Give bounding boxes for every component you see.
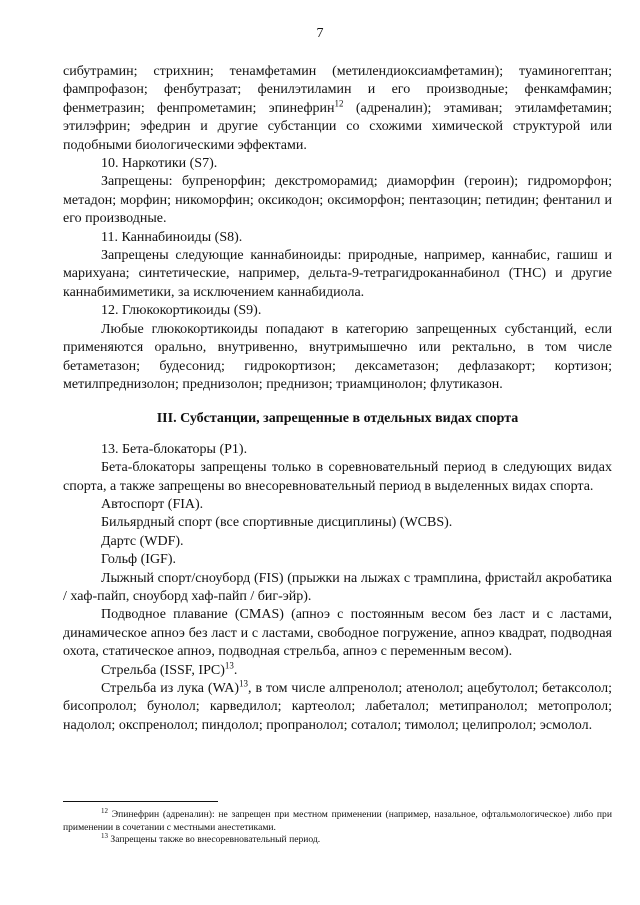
- footnote-ref-13: 13: [239, 678, 249, 689]
- paragraph-cannabinoids: Запрещены следующие каннабиноиды: природные, например, каннабис, гашиш и марихуана; синтетические, например, дельта-9-тетрагидроканнабинол (THC) и другие каннабимиметики, за исключением каннабидиола.: [63, 248, 612, 300]
- document-body: [63, 63, 612, 735]
- chapter-heading: III. Субстанции, запрещенные в отдельных видах спорта: [156, 411, 519, 427]
- section-heading-beta-blockers: 13. Бета-блокаторы (P1).: [101, 441, 248, 457]
- sport-item-billiards: Бильярдный спорт (все спортивные дисциплины) (WCBS).: [101, 515, 453, 531]
- footnote-13: $^{13}$ Запрещены также во внесоревновательный период.: [101, 832, 321, 846]
- paragraph-glucocorticoids: Любые глюкокортикоиды попадают в категорию запрещенных субстанций, если применяются орально, внутривенно, внутримышечно или ректально, в том числе бетаметазон; будесонид; гидрокортизон; дексаметазон; дефлазакорт; кортизон; метилпреднизолон; преднизолон; преднизон; триамцинолон; флутиказон.: [63, 321, 612, 392]
- paragraph-beta-blockers: Бета-блокаторы запрещены только в соревновательный период в следующих видах спорта, а также запрещены во внесоревновательный период в выделенных видах спорта.: [63, 460, 612, 494]
- sport-item-shooting: Стрельба (ISSF, IPC)$^{13}$.: [101, 659, 238, 678]
- section-heading-narcotics: 10. Наркотики (S7).: [101, 156, 218, 172]
- section-heading-cannabinoids: 11. Каннабиноиды (S8).: [101, 229, 243, 245]
- sport-item-skiing: Лыжный спорт/сноуборд (FIS) (прыжки на лыжах с трамплина, фристайл акробатика / хаф-пайп, сноуборд хаф-пайп / биг-эйр).: [63, 570, 612, 604]
- section-heading-glucocorticoids: 12. Глюкокортикоиды (S9).: [101, 303, 262, 319]
- sport-item-golf: Гольф (IGF).: [101, 552, 177, 568]
- footnote-ref-12: 12: [334, 98, 344, 109]
- sport-item-motorsport: Автоспорт (FIA).: [101, 496, 204, 512]
- paragraph-stimulants-continued: сибутрамин; стрихнин; тенамфетамин (метилендиоксиамфетамин); туаминогептан; фампрофазон; фенбутразат; фенилэтиламин и его производные; фенкамфамин; фенметразин; фенпрометамин; эпинефрин$^{12}$ (адреналин); этамиван; этиламфетамин; этилэфрин; эфедрин и другие субстанции со схожими химической структурой или подобными биологическими эффектами.: [63, 64, 613, 153]
- paragraph-narcotics: Запрещены: бупренорфин; декстроморамид; диаморфин (героин); гидроморфон; метадон; морфин; никоморфин; оксикодон; оксиморфон; пентазоцин; петидин; фентанил и его производные.: [63, 174, 612, 227]
- page-number: 7: [316, 26, 324, 41]
- sport-item-underwater: Подводное плавание (CMAS) (апноэ с постоянным весом без ласт и с ластами, динамическое апноэ без ласт и с ластами, свободное погружение, апноэ квадрат, подводная охота, статическое апноэ, подводная стрельба, апноэ с переменным весом).: [63, 607, 612, 660]
- footnote-12: $^{12}$ Эпинефрин (адреналин): не запрещен при местном применении (например, назальное, офтальмологическое) либо при применении в сочетании с местными анестетиками.: [63, 806, 612, 833]
- footnote-ref-13: 13: [224, 659, 234, 670]
- footnotes: [63, 806, 612, 847]
- sport-item-darts: Дартс (WDF).: [101, 533, 184, 549]
- sport-item-archery: Стрельба из лука (WA)$^{13}$, в том числе алпренолол; атенолол; ацебутолол; бетаксолол; бисопролол; бунолол; карведилол; картеолол; лабеталол; метипранолол; метопролол; надолол; окспренолол; пиндолол; пропранолол; соталол; тимолол; целипролол; эсмолол.: [63, 678, 612, 733]
- footnote-divider: [63, 801, 218, 802]
